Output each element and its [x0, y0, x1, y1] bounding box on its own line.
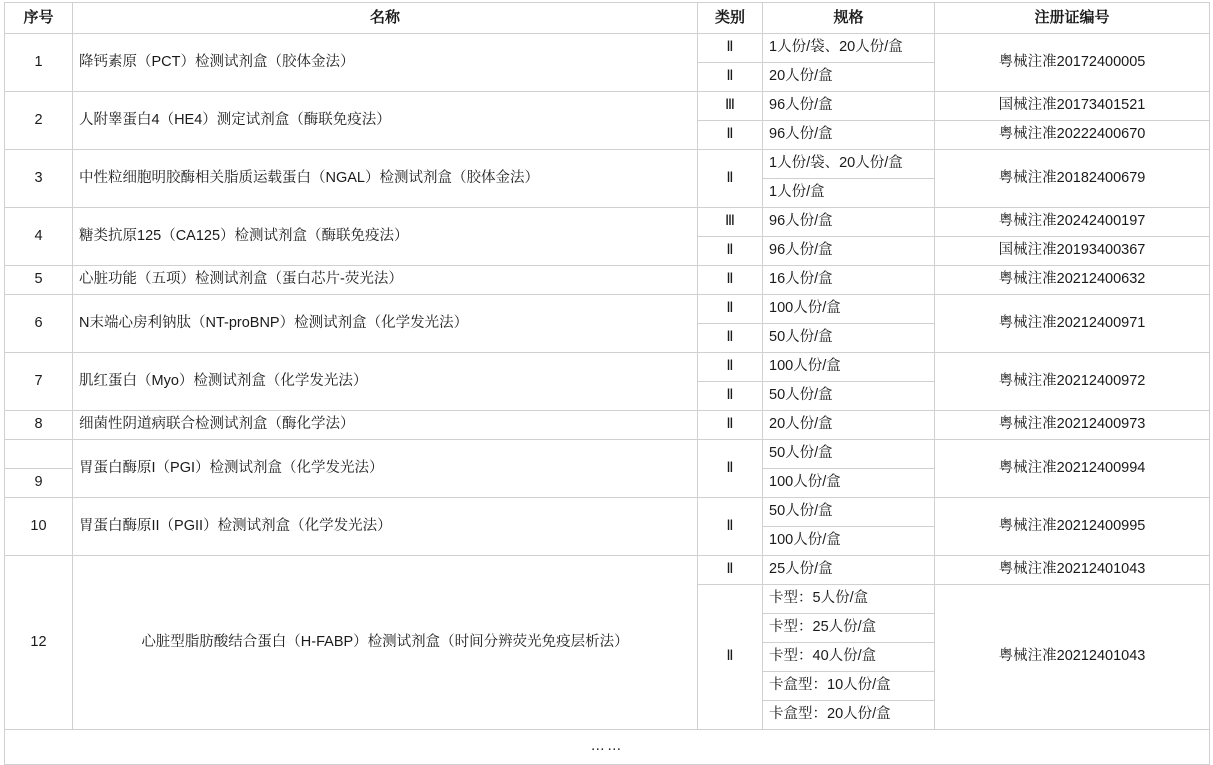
table-row — [5, 92, 1210, 121]
column-header-category: 类别 — [698, 3, 763, 34]
cell-category: Ⅱ — [698, 498, 763, 556]
table-row — [5, 150, 1210, 179]
cell-registration: 粤械注准20212400971 — [935, 295, 1210, 353]
cell-spec: 卡盒型：20人份/盒 — [763, 701, 935, 730]
table-row — [5, 208, 1210, 237]
cell-registration: 粤械注准20222400670 — [935, 121, 1210, 150]
cell-spec: 20人份/盒 — [763, 411, 935, 440]
cell-spec: 96人份/盒 — [763, 237, 935, 266]
table-footer-row — [5, 730, 1210, 765]
cell-seq: 6 — [5, 295, 73, 353]
cell-category: Ⅱ — [698, 411, 763, 440]
cell-category: Ⅲ — [698, 208, 763, 237]
cell-spec: 卡型：40人份/盒 — [763, 643, 935, 672]
cell-spec: 16人份/盒 — [763, 266, 935, 295]
cell-name: 心脏功能（五项）检测试剂盒（蛋白芯片-荧光法） — [73, 266, 698, 295]
cell-seq: 5 — [5, 266, 73, 295]
cell-seq: 7 — [5, 353, 73, 411]
cell-spec: 100人份/盒 — [763, 527, 935, 556]
cell-spec: 卡型：25人份/盒 — [763, 614, 935, 643]
cell-registration: 粤械注准20212400972 — [935, 353, 1210, 411]
table-row — [5, 498, 1210, 527]
cell-category: Ⅱ — [698, 237, 763, 266]
cell-name: 细菌性阴道病联合检测试剂盒（酶化学法） — [73, 411, 698, 440]
cell-spec: 20人份/盒 — [763, 63, 935, 92]
cell-category: Ⅱ — [698, 150, 763, 208]
cell-spec: 50人份/盒 — [763, 440, 935, 469]
cell-category: Ⅱ — [698, 382, 763, 411]
cell-name: 糖类抗原125（CA125）检测试剂盒（酶联免疫法） — [73, 208, 698, 266]
table-row — [5, 295, 1210, 324]
cell-category: Ⅱ — [698, 63, 763, 92]
cell-registration: 粤械注准20212400995 — [935, 498, 1210, 556]
cell-category: Ⅱ — [698, 324, 763, 353]
product-registration-table — [4, 2, 1210, 765]
cell-registration: 粤械注准20172400005 — [935, 34, 1210, 92]
table-row — [5, 34, 1210, 63]
cell-spec: 1人份/袋、20人份/盒 — [763, 150, 935, 179]
table-body — [5, 34, 1210, 765]
cell-registration: 粤械注准20242400197 — [935, 208, 1210, 237]
cell-category: Ⅱ — [698, 585, 763, 730]
cell-spec: 96人份/盒 — [763, 121, 935, 150]
cell-name: 胃蛋白酶原I（PGI）检测试剂盒（化学发光法） — [73, 440, 698, 498]
cell-registration: 国械注准20193400367 — [935, 237, 1210, 266]
table-row — [5, 556, 1210, 585]
cell-spec: 100人份/盒 — [763, 469, 935, 498]
cell-spec: 100人份/盒 — [763, 295, 935, 324]
cell-seq-empty — [5, 440, 73, 469]
cell-category: Ⅱ — [698, 266, 763, 295]
cell-spec: 1人份/袋、20人份/盒 — [763, 34, 935, 63]
table-row — [5, 353, 1210, 382]
table-row — [5, 266, 1210, 295]
cell-name: 心脏型脂肪酸结合蛋白（H-FABP）检测试剂盒（时间分辨荧光免疫层析法） — [73, 556, 698, 730]
cell-name: 肌红蛋白（Myo）检测试剂盒（化学发光法） — [73, 353, 698, 411]
cell-spec: 100人份/盒 — [763, 353, 935, 382]
cell-spec: 96人份/盒 — [763, 92, 935, 121]
cell-spec: 96人份/盒 — [763, 208, 935, 237]
cell-registration: 粤械注准20212401043 — [935, 585, 1210, 730]
table-row — [5, 440, 1210, 469]
cell-name: 人附睾蛋白4（HE4）测定试剂盒（酶联免疫法） — [73, 92, 698, 150]
column-header-registration: 注册证编号 — [935, 3, 1210, 34]
cell-name: 中性粒细胞明胶酶相关脂质运载蛋白（NGAL）检测试剂盒（胶体金法） — [73, 150, 698, 208]
cell-spec: 25人份/盒 — [763, 556, 935, 585]
cell-seq: 9 — [5, 469, 73, 498]
table-row — [5, 411, 1210, 440]
footer-ellipsis: …… — [5, 730, 1210, 765]
cell-category: Ⅱ — [698, 295, 763, 324]
cell-seq: 8 — [5, 411, 73, 440]
cell-spec: 卡盒型：10人份/盒 — [763, 672, 935, 701]
cell-category: Ⅱ — [698, 34, 763, 63]
cell-spec: 50人份/盒 — [763, 382, 935, 411]
cell-seq: 12 — [5, 556, 73, 730]
cell-name: N末端心房利钠肽（NT-proBNP）检测试剂盒（化学发光法） — [73, 295, 698, 353]
cell-registration: 粤械注准20212401043 — [935, 556, 1210, 585]
cell-spec: 50人份/盒 — [763, 498, 935, 527]
cell-spec: 1人份/盒 — [763, 179, 935, 208]
cell-seq: 10 — [5, 498, 73, 556]
table-header — [5, 3, 1210, 34]
cell-seq: 2 — [5, 92, 73, 150]
cell-category: Ⅱ — [698, 440, 763, 498]
cell-category: Ⅲ — [698, 92, 763, 121]
cell-spec: 卡型：5人份/盒 — [763, 585, 935, 614]
cell-name: 胃蛋白酶原II（PGII）检测试剂盒（化学发光法） — [73, 498, 698, 556]
cell-name: 降钙素原（PCT）检测试剂盒（胶体金法） — [73, 34, 698, 92]
cell-seq: 4 — [5, 208, 73, 266]
table-header-row — [5, 3, 1210, 34]
column-header-name: 名称 — [73, 3, 698, 34]
column-header-seq: 序号 — [5, 3, 73, 34]
cell-registration: 国械注准20173401521 — [935, 92, 1210, 121]
cell-category: Ⅱ — [698, 556, 763, 585]
cell-registration: 粤械注准20212400632 — [935, 266, 1210, 295]
cell-registration: 粤械注准20212400994 — [935, 440, 1210, 498]
cell-spec: 50人份/盒 — [763, 324, 935, 353]
cell-registration: 粤械注准20212400973 — [935, 411, 1210, 440]
cell-seq: 1 — [5, 34, 73, 92]
column-header-spec: 规格 — [763, 3, 935, 34]
cell-category: Ⅱ — [698, 121, 763, 150]
cell-seq: 3 — [5, 150, 73, 208]
cell-registration: 粤械注准20182400679 — [935, 150, 1210, 208]
cell-category: Ⅱ — [698, 353, 763, 382]
